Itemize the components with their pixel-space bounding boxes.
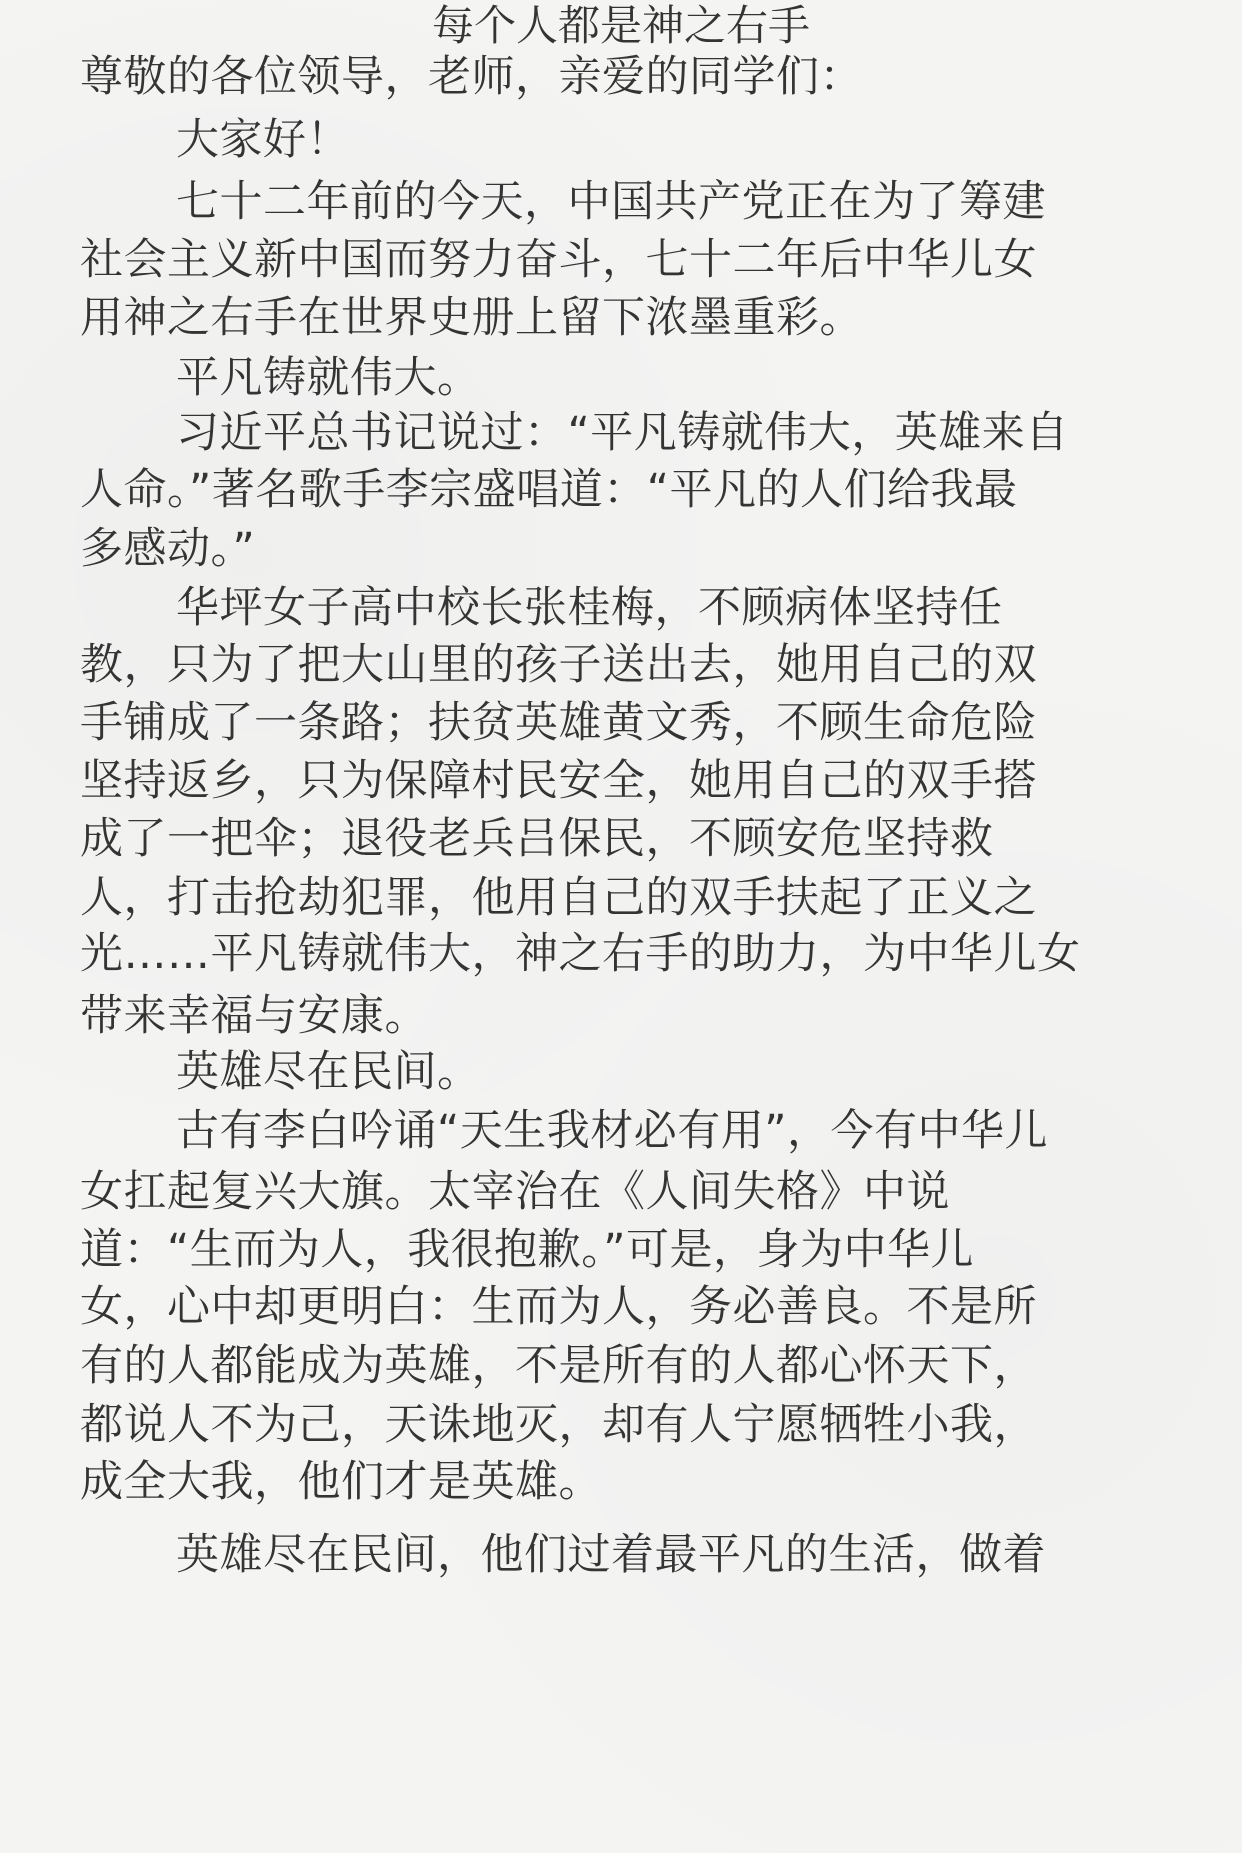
text-line: 华坪女子高中校长张桂梅，不顾病体坚持任 <box>176 583 1003 633</box>
text-line: 都说人不为己，天诛地灭，却有人宁愿牺牲小我， <box>80 1400 1037 1450</box>
text-line: 古有李白吟诵“天生我材必有用”，今有中华儿 <box>176 1106 1049 1156</box>
text-line: 英雄尽在民间，他们过着最平凡的生活，做着 <box>176 1530 1046 1580</box>
text-line: 人，打击抢劫犯罪，他用自己的双手扶起了正义之 <box>80 873 1037 923</box>
text-line: 七十二年前的今天，中国共产党正在为了筹建 <box>176 177 1046 227</box>
text-line: 女，心中却更明白：生而为人，务必善良。不是所 <box>80 1282 1037 1332</box>
text-line: 带来幸福与安康。 <box>80 991 428 1041</box>
text-line: 人命。”著名歌手李宗盛唱道：“平凡的人们给我最 <box>80 465 1018 515</box>
text-line: 用神之右手在世界史册上留下浓墨重彩。 <box>80 293 863 343</box>
text-line: 大家好！ <box>176 115 350 165</box>
text-line: 英雄尽在民间。 <box>176 1047 481 1097</box>
text-line: 成全大我，他们才是英雄。 <box>80 1457 602 1507</box>
text-line: 有的人都能成为英雄，不是所有的人都心怀天下， <box>80 1341 1037 1391</box>
text-line: 成了一把伞；退役老兵吕保民，不顾安危坚持救 <box>80 814 994 864</box>
text-line: 习近平总书记说过：“平凡铸就伟大，英雄来自 <box>176 408 1069 458</box>
text-line: 女扛起复兴大旗。太宰治在《人间失格》中说 <box>80 1167 950 1217</box>
text-line: 坚持返乡，只为保障村民安全，她用自己的双手搭 <box>80 756 1037 806</box>
text-line: 光……平凡铸就伟大，神之右手的助力，为中华儿女 <box>80 929 1081 979</box>
text-line: 教，只为了把大山里的孩子送出去，她用自己的双 <box>80 640 1037 690</box>
text-line: 尊敬的各位领导，老师，亲爱的同学们： <box>80 52 863 102</box>
text-line: 多感动。” <box>80 524 256 574</box>
text-line: 手铺成了一条路；扶贫英雄黄文秀，不顾生命危险 <box>80 698 1037 748</box>
text-line: 社会主义新中国而努力奋斗，七十二年后中华儿女 <box>80 235 1037 285</box>
document-title: 每个人都是神之右手 <box>431 1 810 50</box>
text-line: 平凡铸就伟大。 <box>176 353 481 403</box>
text-line: 道：“生而为人，我很抱歉。”可是，身为中华儿 <box>80 1225 975 1275</box>
